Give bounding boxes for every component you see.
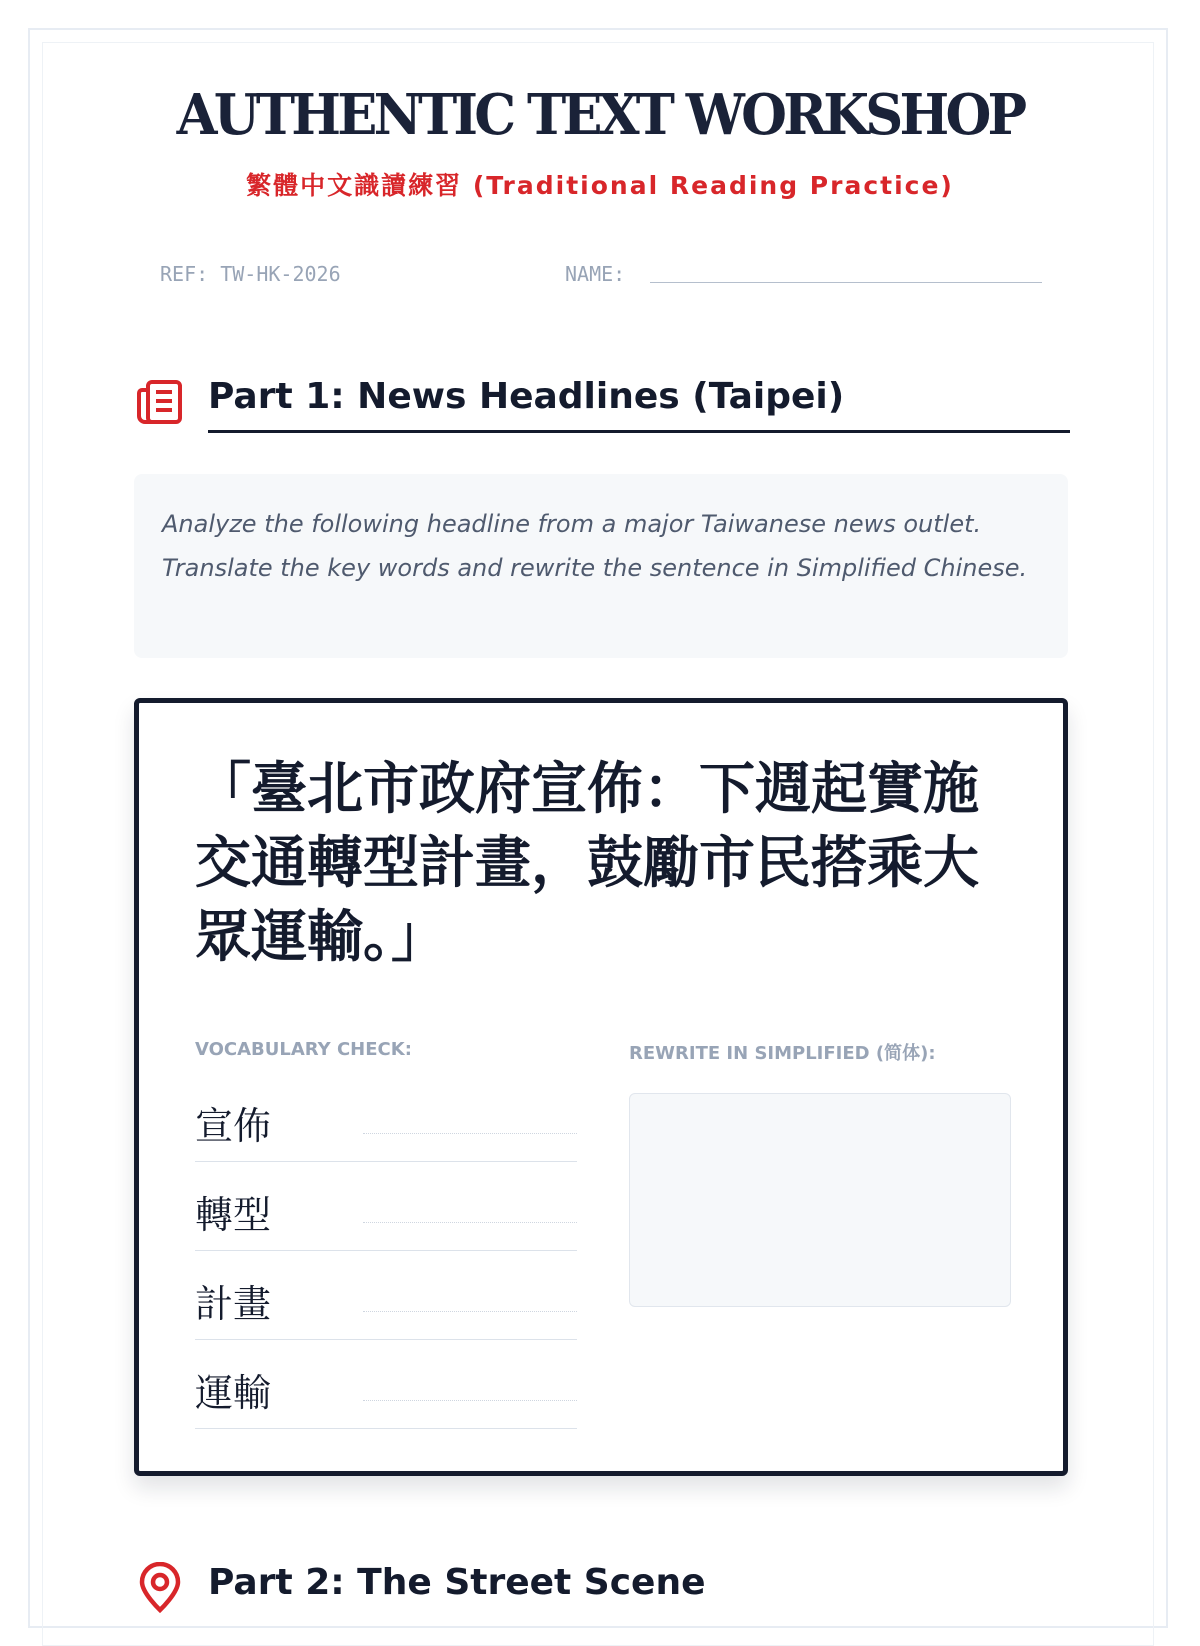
worksheet-subtitle: 繁體中文識讀練習 (Traditional Reading Practice) [246, 171, 954, 200]
vocab-answer-blank[interactable] [363, 1222, 577, 1223]
vocab-row [195, 1251, 577, 1340]
headline-card [134, 698, 1068, 1476]
name-label: NAME: [565, 262, 626, 286]
vocab-row [195, 1340, 577, 1429]
part1-title: Part 1: News Headlines (Taipei) [208, 376, 845, 417]
part2-title: Part 2: The Street Scene [208, 1562, 706, 1603]
name-field[interactable] [650, 282, 1042, 283]
news-headline: 「臺北市政府宣佈：下週起實施交通轉型計畫，鼓勵市民搭乘大眾運輸。」 [195, 757, 979, 970]
vocab-word: 轉型 [195, 1193, 272, 1237]
part1-instructions: Analyze the following headline from a major Taiwanese news outlet. Translate the key words and rewrite the sentence in Simplified Chinese. [134, 474, 1068, 658]
vocab-answer-blank[interactable] [363, 1311, 577, 1312]
vocab-word: 宣佈 [195, 1104, 272, 1148]
worksheet-title: AUTHENTIC TEXT WORKSHOP [176, 82, 1024, 148]
location-pin-icon [134, 1562, 186, 1614]
vocabulary-check-label: VOCABULARY CHECK: [195, 1039, 412, 1060]
simplified-rewrite-box[interactable] [629, 1093, 1011, 1307]
vocab-answer-blank[interactable] [363, 1133, 577, 1134]
reference-code: REF: TW-HK-2026 [160, 262, 341, 286]
rewrite-label: REWRITE IN SIMPLIFIED (简体): [629, 1043, 936, 1064]
vocab-word: 運輸 [195, 1371, 272, 1415]
part1-underline [208, 430, 1070, 433]
vocab-word: 計畫 [195, 1282, 272, 1326]
vocab-row [195, 1162, 577, 1251]
vocab-answer-blank[interactable] [363, 1400, 577, 1401]
vocab-row [195, 1073, 577, 1162]
vocabulary-list [195, 1073, 577, 1429]
newspaper-icon [134, 376, 186, 428]
